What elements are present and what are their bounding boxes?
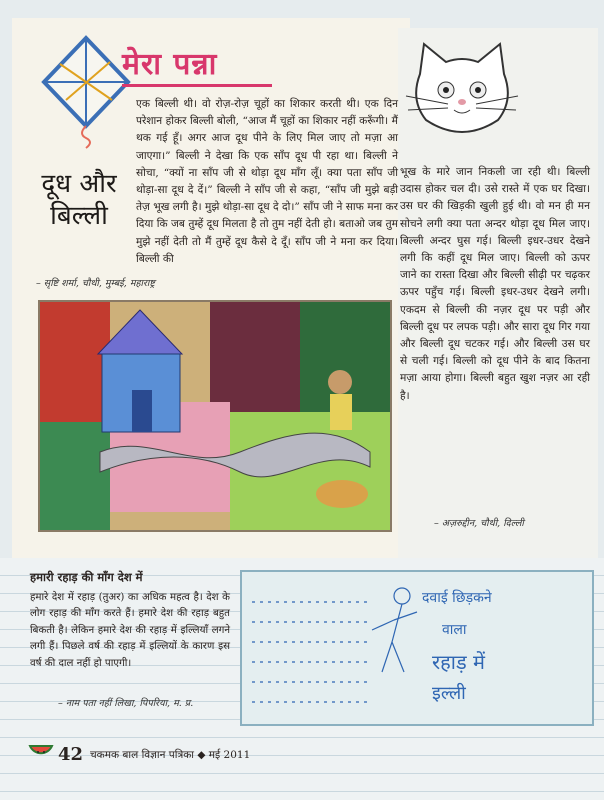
masthead-underline [122,84,272,87]
note-line-2: वाला [442,622,467,638]
page-number: 42 [58,744,84,765]
cat-face-icon [402,40,522,148]
second-credit: – नाम पता नहीं लिखा, पिपरिया, म. प्र. [58,698,194,709]
artist-credit: – अज़रुद्दीन, चौथी, दिल्ली [434,518,524,529]
note-text [422,582,492,710]
note-line-1: दवाई छिड़कने [422,590,492,606]
watermelon-icon [28,744,54,766]
story-credit: – सृष्टि शर्मा, चौथी, मुम्बई, महाराष्ट्र [36,278,155,289]
second-body [30,590,230,672]
story-text-col2: भूख के मारे जान निकली जा रही थी। बिल्ली उदास होकर चल दी। उसे रास्ते में एक घर दिखा। उस घर की खिड़की खुली हुई थी। वो मन ही मन सोचने लगी क्या पता अन्दर थोड़ा दूध मिल जाए। बिल्ली अन्दर घुस गई। बिल्ली इधर-उधर देखने लगी कि कहीं दूध मिल जाए। बिल्ली को ऊपर जाने का रास्ता दिखा और बिल्ली सीढ़ी पर चढ़कर ऊपर पहुँच गई। बिल्ली इधर-उधर देखने लगी। एकदम से बिल्ली की नज़र दूध पर पड़ी और बिल्ली दूध पर लपक पड़ी। और सारा दूध गिर गया और बिल्ली दूध चटकर गई। और बिल्ली उस घर से चली गई। बिल्ली को दूध पीने के बाद कितना मज़ा आया होगा। बिल्ली बहुत खुश नज़र आ रही है। [400,166,590,402]
story-column-2 [400,164,590,405]
second-body-text: हमारे देश में रहाड़ (तुअर) का अधिक महत्व है। देश के लोग रहाड़ की माँग करते हैं। हमारे देश की रहाड़ बहुत बिकती है। लेकिन हमारे देश की रहाड़ में इल्लियाँ लगने लगी हैं। पिछले वर्ष की रहाड़ में इल्लियों के कारण इस वर्ष की दाल नहीं हो पाएगी। [30,592,230,669]
story-text-col1: एक बिल्ली थी। वो रोज़-रोज़ चूहों का शिकार करती थी। एक दिन परेशान होकर बिल्ली बोली, “आज मैं चूहों का शिकार नहीं करूँगी। मैं थक गई हूँ। अगर आज दूध पीने के लिए मिल जाए तो मज़ा आ जाएगा।” बिल्ली ने देखा कि एक साँप दूध पी रहा था। बिल्ली ने सोचा, “क्यों ना साँप जी से थोड़ा दूध माँग लूँ। क्या पता साँप जी थोड़ा-सा दूध दे दें।” बिल्ली ने साँप जी से कहा, “साँप जी मुझे बड़ी तेज़ भूख लगी है। मुझे थोड़ा-सा दूध दे दो।” साँप जी ने साफ मना कर दिया कि जब तुम्हें दूध मिलता है तो तुम नहीं देती हो। बताओ जब तुम मुझे नहीं देती तो मैं तुम्हें दूध कैसे दे दूँ। साँप जी ने मना कर दिया। बिल्ली की [136,98,398,265]
masthead-title: मेरा पन्ना [122,47,218,82]
footer-text: चकमक बाल विज्ञान पत्रिका ◆ मई 2011 [90,749,251,761]
story-title [30,168,128,232]
kite-icon [40,34,132,150]
note-line-4: इल्ली [432,683,466,704]
story-title-line1: दूध और [41,169,117,199]
story-title-line2: बिल्ली [50,201,108,231]
child-painting [38,300,392,532]
footer [28,744,604,768]
handwritten-note [240,570,594,726]
story-column-1 [136,96,398,268]
note-line-3: रहाड़ में [432,650,485,674]
second-heading: हमारी रहाड़ की माँग देश में [30,570,143,584]
